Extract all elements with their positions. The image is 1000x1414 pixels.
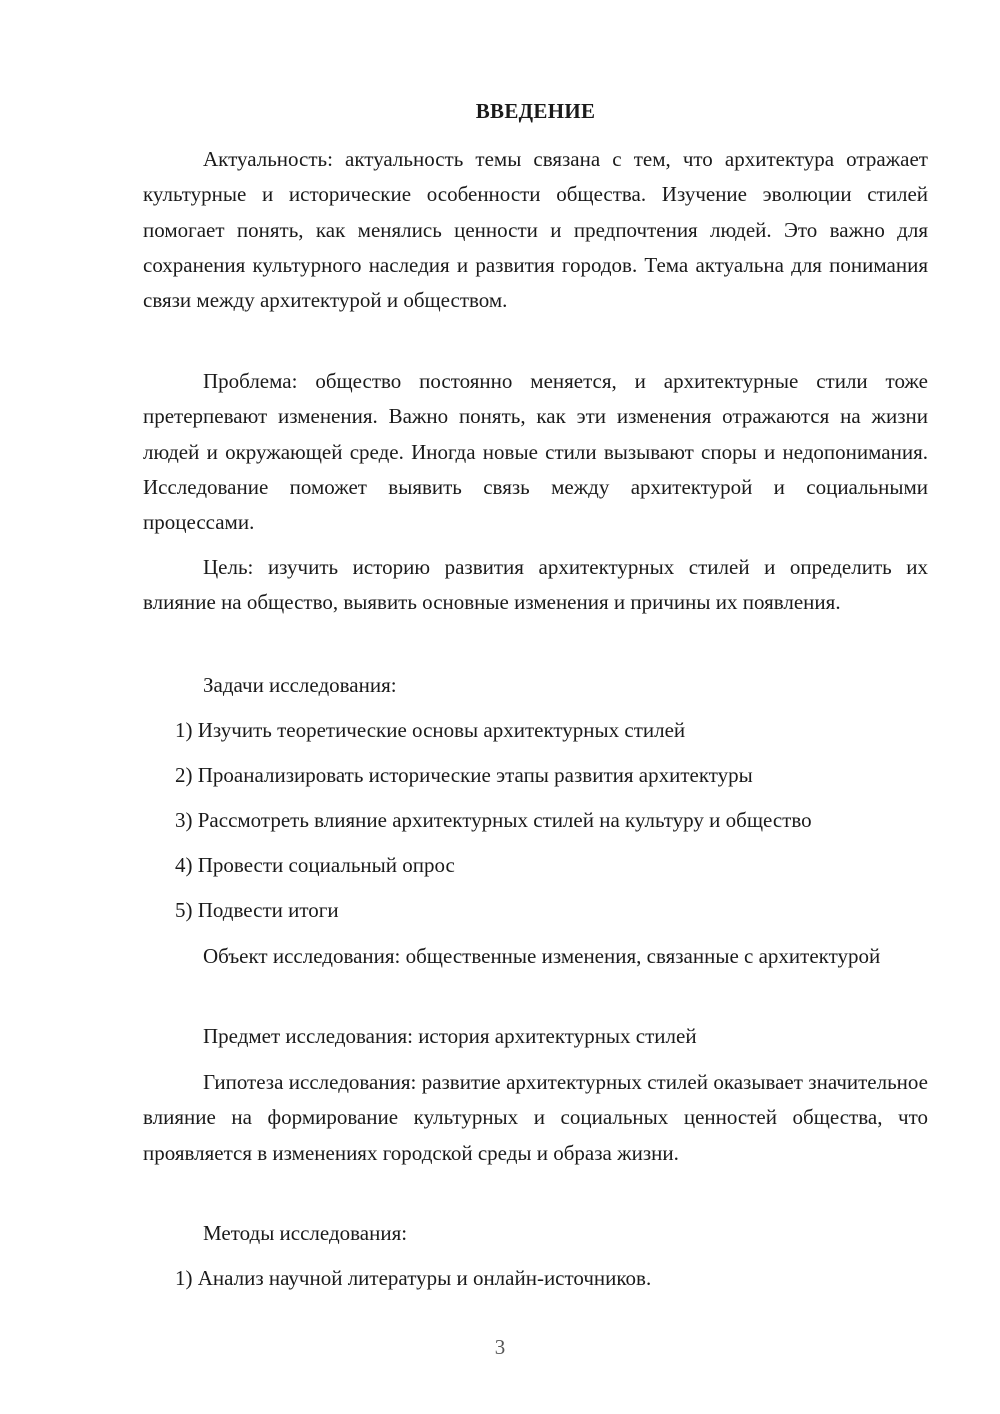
task-item: 5) Подвести итоги (175, 898, 339, 922)
task-item: 1) Изучить теоретические основы архитектурных стилей (175, 718, 686, 742)
page-number: 3 (494, 1335, 506, 1359)
problem-paragraph: Проблема: общество постоянно меняется, и архитектурные стили тоже претерпевают изменения. Важно понять, как эти изменения отражаются на жизни людей и окружающей среде. Иногда новые стили вызывают споры и недопонимания. Исследование поможет выявить связь между архитектурой и социальными процессами. (143, 369, 928, 535)
subject-paragraph: Предмет исследования: история архитектурных стилей (203, 1024, 697, 1048)
tasks-heading: Задачи исследования: (203, 673, 397, 697)
method-item: 1) Анализ научной литературы и онлайн-источников. (175, 1266, 652, 1290)
page-title: ВВЕДЕНИЕ (475, 99, 596, 123)
methods-heading: Методы исследования: (203, 1221, 408, 1245)
hypothesis-paragraph: Гипотеза исследования: развитие архитектурных стилей оказывает значительное влияние на формирование культурных и социальных ценностей общества, что проявляется в изменениях городской среды и образа жизни. (143, 1070, 928, 1165)
task-item: 3) Рассмотреть влияние архитектурных стилей на культуру и общество (175, 808, 812, 832)
goal-paragraph: Цель: изучить историю развития архитектурных стилей и определить их влияние на общество, выявить основные изменения и причины их появления. (143, 555, 928, 615)
task-item: 2) Проанализировать исторические этапы развития архитектуры (175, 763, 753, 787)
task-item: 4) Провести социальный опрос (175, 853, 455, 877)
relevance-paragraph: Актуальность: актуальность темы связана с тем, что архитектура отражает культурные и исторические особенности общества. Изучение эволюции стилей помогает понять, как менялись ценности и предпочтения людей. Это важно для сохранения культурного наследия и развития городов. Тема актуальна для понимания связи между архитектурой и обществом. (143, 147, 928, 313)
object-paragraph: Объект исследования: общественные изменения, связанные с архитектурой (203, 944, 881, 968)
